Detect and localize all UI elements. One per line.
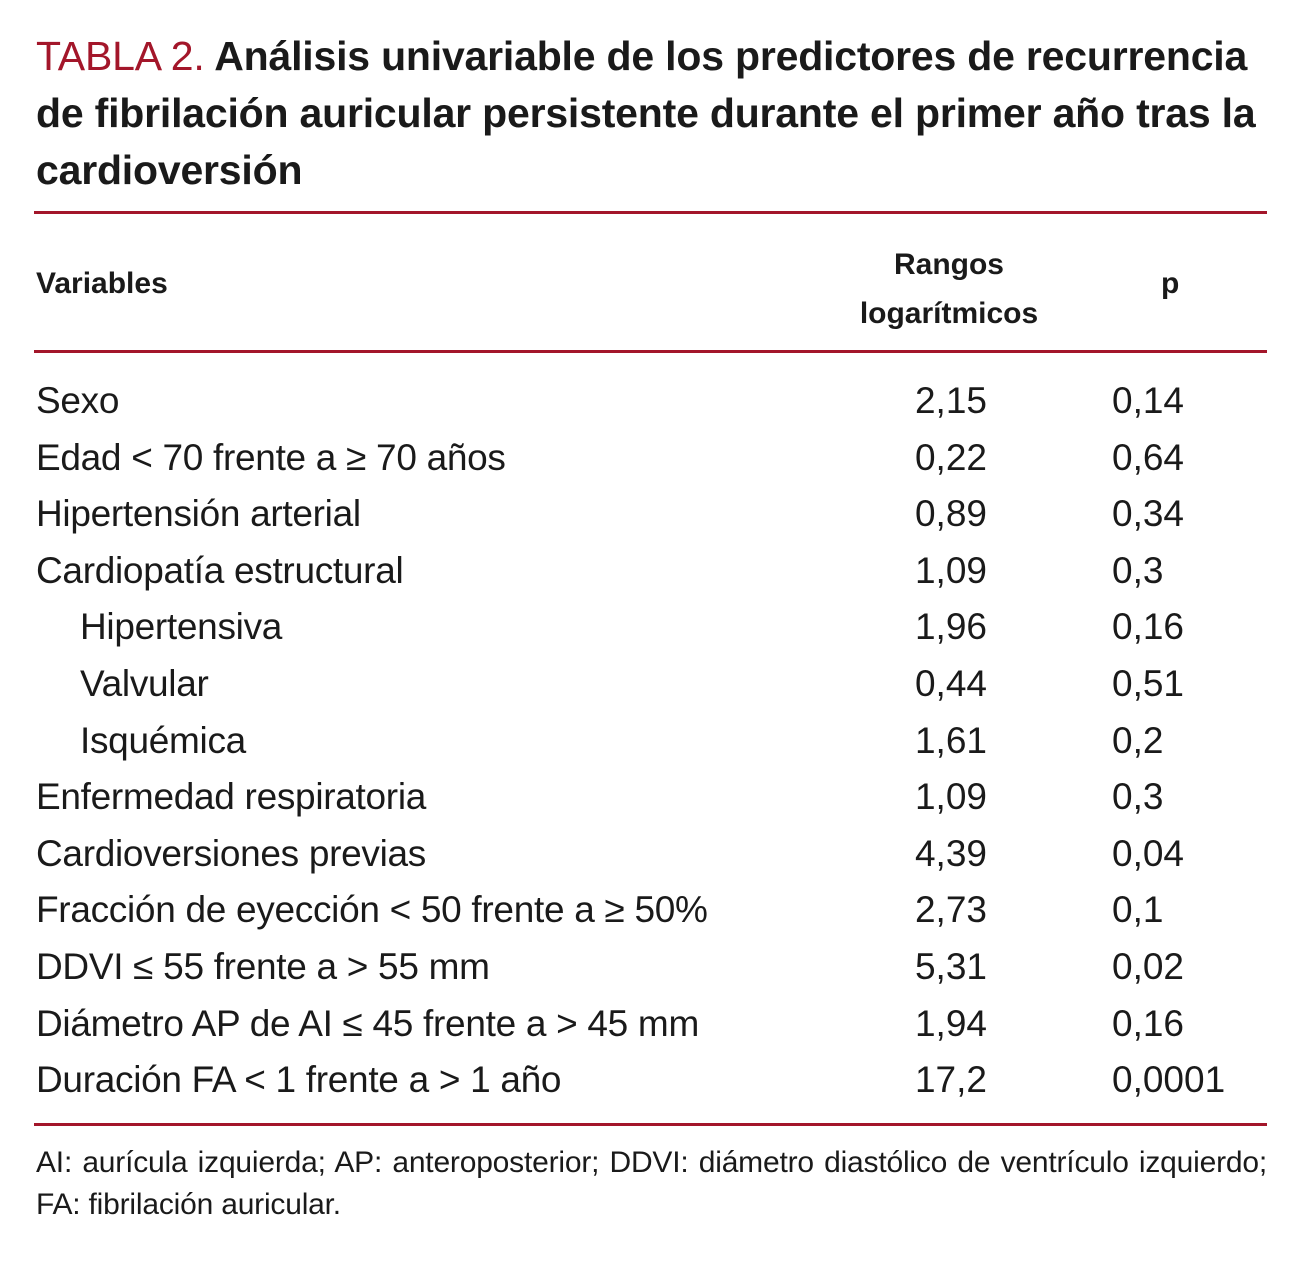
cell-p: 0,51: [1112, 662, 1185, 704]
header-rank-line2: logarítmicos: [859, 297, 1039, 330]
cell-variable: Hipertensiva: [80, 606, 283, 648]
cell-rank: 0,22: [914, 436, 987, 478]
cell-p: 0,64: [1112, 436, 1185, 478]
table-row: [34, 543, 1267, 600]
table-header: [34, 214, 1267, 350]
cell-rank: 0,44: [914, 662, 987, 704]
table-row: [34, 656, 1267, 713]
table-label: TABLA 2.: [36, 33, 205, 79]
table-body: [34, 353, 1267, 1123]
bottom-rule: [34, 1123, 1267, 1126]
table-caption: Análisis univariable de los predictores de recurrencia de fibrilación auricular persistente durante el primer año tras la cardioversión: [36, 33, 1256, 193]
cell-rank: 1,09: [914, 549, 987, 591]
cell-variable: Cardiopatía estructural: [36, 549, 404, 591]
cell-p: 0,1: [1112, 889, 1164, 931]
cell-p: 0,2: [1112, 719, 1164, 761]
cell-p: 0,0001: [1112, 1059, 1226, 1101]
cell-rank: 0,89: [914, 493, 987, 535]
table-row: [34, 486, 1267, 543]
table-row: [34, 373, 1267, 430]
cell-variable: Enfermedad respiratoria: [36, 776, 427, 818]
cell-variable: Diámetro AP de AI ≤ 45 frente a > 45 mm: [36, 1002, 699, 1044]
table-row: [34, 769, 1267, 826]
cell-variable: Fracción de eyección < 50 frente a ≥ 50%: [36, 889, 708, 931]
cell-p: 0,16: [1112, 606, 1185, 648]
table-row: [34, 996, 1267, 1053]
cell-variable: Cardioversiones previas: [36, 832, 427, 874]
cell-rank: 17,2: [914, 1059, 987, 1101]
cell-rank: 5,31: [914, 945, 987, 987]
cell-variable: DDVI ≤ 55 frente a > 55 mm: [36, 945, 490, 987]
cell-variable: Edad < 70 frente a ≥ 70 años: [36, 436, 506, 478]
table-row: [34, 939, 1267, 996]
table-row: [34, 1052, 1267, 1109]
cell-p: 0,3: [1112, 776, 1164, 818]
cell-rank: 1,61: [914, 719, 987, 761]
cell-rank: 1,09: [914, 776, 987, 818]
header-rank: [834, 240, 1064, 338]
cell-p: 0,04: [1112, 832, 1185, 874]
cell-rank: 2,15: [914, 380, 987, 421]
table-row: [34, 430, 1267, 487]
cell-p: 0,16: [1112, 1002, 1185, 1044]
cell-variable: Duración FA < 1 frente a > 1 año: [36, 1059, 562, 1101]
table-title: [34, 28, 1267, 199]
table-row: [34, 882, 1267, 939]
cell-rank: 2,73: [914, 889, 987, 931]
table-row: [34, 713, 1267, 770]
cell-variable: Sexo: [36, 380, 120, 421]
cell-p: 0,3: [1112, 549, 1164, 591]
cell-variable: Valvular: [80, 662, 209, 704]
cell-rank: 1,96: [914, 606, 987, 648]
header-rank-line1: Rangos: [893, 248, 1004, 281]
table-figure: [34, 28, 1267, 1226]
cell-p: 0,02: [1112, 945, 1185, 987]
cell-p: 0,14: [1112, 380, 1185, 421]
header-variables: Variables: [36, 267, 168, 300]
cell-variable: Isquémica: [80, 719, 246, 761]
cell-rank: 1,94: [914, 1002, 987, 1044]
header-p: p: [1161, 267, 1180, 300]
table-row: [34, 599, 1267, 656]
table-row: [34, 826, 1267, 883]
cell-rank: 4,39: [914, 832, 987, 874]
cell-variable: Hipertensión arterial: [36, 493, 361, 535]
table-footnote: AI: aurícula izquierda; AP: anteroposterior; DDVI: diámetro diastólico de ventrículo izquierdo; FA: fibrilación auricular.: [36, 1145, 1267, 1221]
cell-p: 0,34: [1112, 493, 1185, 535]
